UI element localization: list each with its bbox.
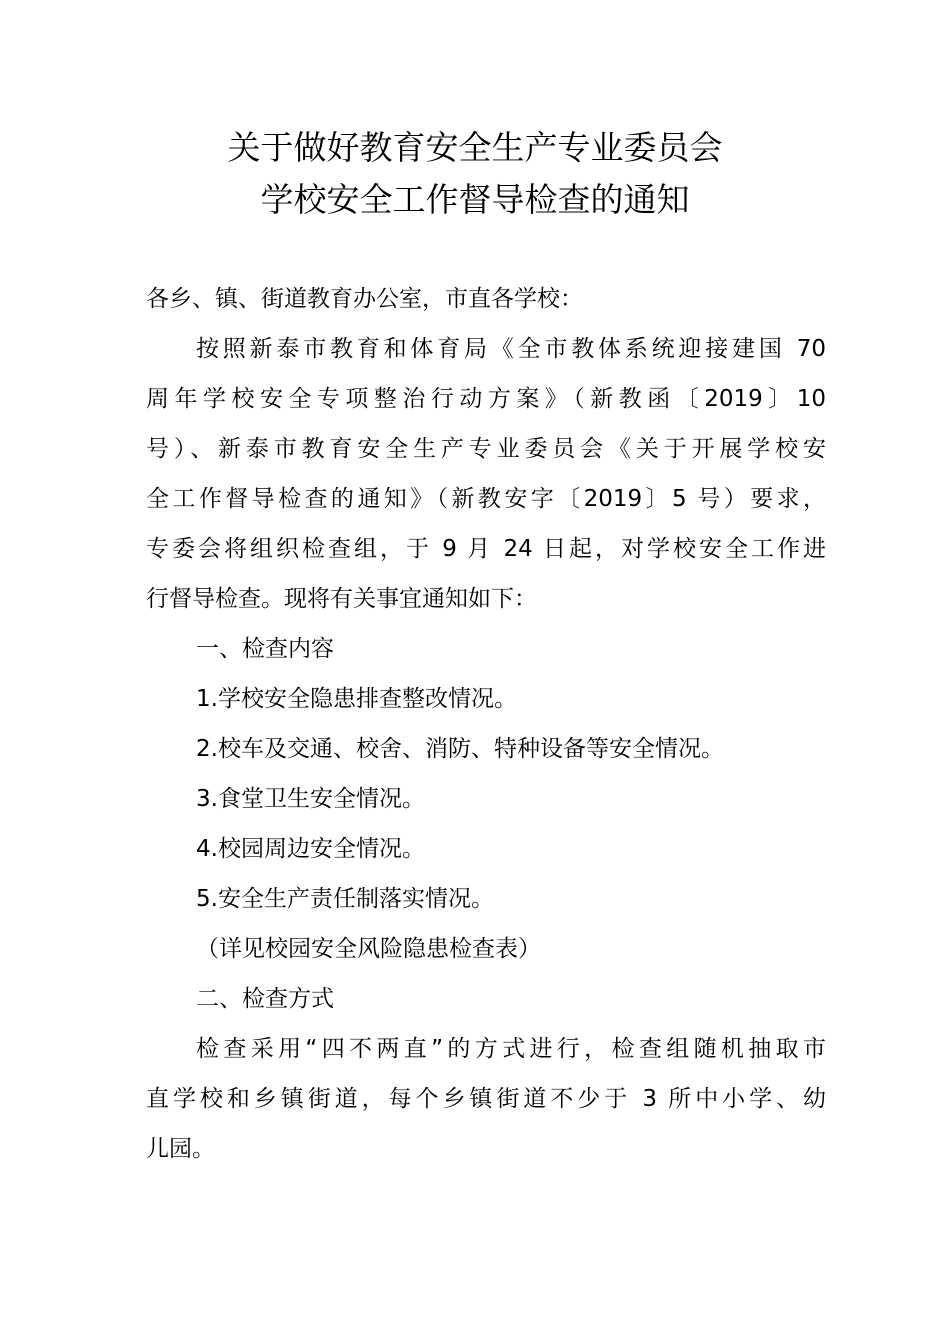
method-paragraph-line: 儿园。 <box>146 1136 215 1162</box>
section-1-note: （详见校园安全风险隐患检查表） <box>196 936 541 962</box>
intro-paragraph-line: 专委会将组织检查组，于 9 月 24 日起，对学校安全工作进 <box>146 536 826 562</box>
inspection-item: 4.校园周边安全情况。 <box>196 836 425 862</box>
salutation: 各乡、镇、街道教育办公室，市直各学校： <box>146 286 583 312</box>
inspection-item: 1.学校安全隐患排查整改情况。 <box>196 686 517 712</box>
method-paragraph-line: 直学校和乡镇街道，每个乡镇街道不少于 3 所中小学、幼 <box>146 1086 826 1112</box>
document-title-line-1: 关于做好教育安全生产专业委员会 <box>227 128 723 167</box>
intro-paragraph-line: 号）、新泰市教育安全生产专业委员会《关于开展学校安 <box>146 436 826 462</box>
intro-paragraph-line: 全工作督导检查的通知》（新教安字〔2019〕5 号）要求， <box>146 486 826 512</box>
method-paragraph-line: 检查采用“四不两直”的方式进行，检查组随机抽取市 <box>196 1036 826 1062</box>
inspection-item: 5.安全生产责任制落实情况。 <box>196 886 494 912</box>
section-1-heading: 一、检查内容 <box>196 636 334 662</box>
inspection-item: 2.校车及交通、校舍、消防、特种设备等安全情况。 <box>196 736 724 762</box>
inspection-item: 3.食堂卫生安全情况。 <box>196 786 425 812</box>
intro-paragraph-line: 按照新泰市教育和体育局《全市教体系统迎接建国 70 <box>196 336 826 362</box>
intro-paragraph-line: 周年学校安全专项整治行动方案》（新教函〔2019〕10 <box>146 386 826 412</box>
intro-paragraph-line: 行督导检查。现将有关事宜通知如下： <box>146 586 537 612</box>
section-2-heading: 二、检查方式 <box>196 986 334 1012</box>
document-body <box>146 281 826 1181</box>
document-title-line-2: 学校安全工作督导检查的通知 <box>260 180 690 219</box>
